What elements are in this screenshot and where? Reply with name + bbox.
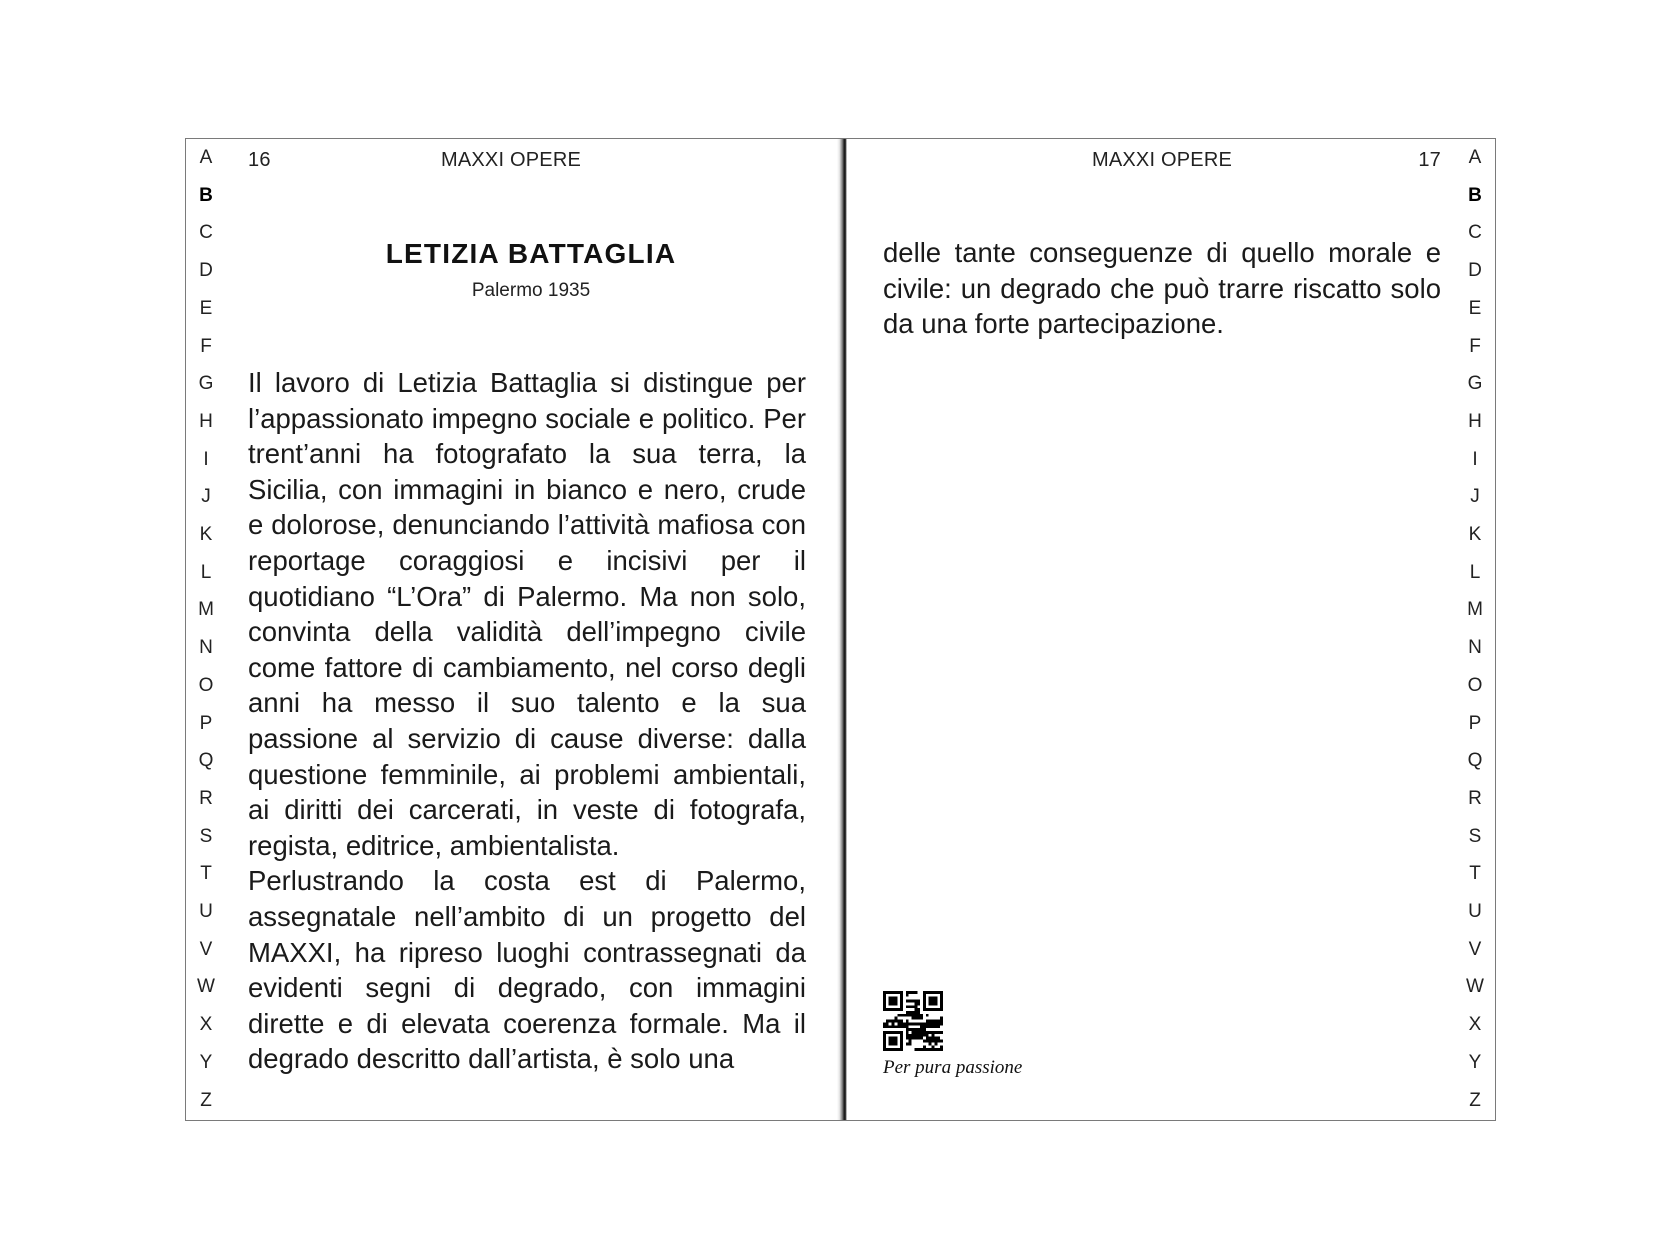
alphabet-tab-h[interactable]: H [1468,410,1482,432]
alphabet-tab-w[interactable]: W [197,976,215,998]
alphabet-tab-o[interactable]: O [1467,674,1483,696]
qr-caption: Per pura passione [883,1057,1023,1078]
alphabet-tab-k[interactable]: K [199,524,213,545]
alphabet-tab-y[interactable]: Y [1468,1051,1482,1073]
alphabet-tab-d[interactable]: D [199,260,213,282]
alphabet-tab-x[interactable]: X [1468,1014,1482,1036]
alphabet-tab-q[interactable]: Q [198,750,214,772]
alphabet-tab-p[interactable]: P [1468,712,1482,734]
paragraph: Il lavoro di Letizia Battaglia si distingue per l’appassionato impegno sociale e politico. Per trent’anni ha fotografato la sua terra, la Sicilia, con immagini in bianco e nero, crude e dolorose, denunciando l’attività mafiosa con reportage coraggiosi e incisivi per il quotidiano “L’Ora” di Palermo. Ma non solo, convinta della validità dell’impegno civile come fattore di cambiamento, nel corso degli anni ha messo il suo talento e la sua passione al servizio di cause diverse: dalla questione femminile, ai problemi ambientali, ai diritti dei carcerati, in veste di fotografa, regista, editrice, ambientalista. [248,367,806,861]
alphabet-tab-m[interactable]: M [1467,599,1483,621]
alphabet-tab-q[interactable]: Q [1467,750,1483,772]
alphabet-tab-e[interactable]: E [199,297,213,319]
alphabet-tab-s[interactable]: S [199,825,213,847]
alphabet-tab-z[interactable]: Z [200,1089,212,1111]
alphabet-tab-c[interactable]: C [199,222,213,244]
alphabet-tab-z[interactable]: Z [1469,1089,1481,1111]
alphabet-tab-i[interactable]: I [203,448,209,470]
alphabet-tab-b[interactable]: B [1468,184,1482,206]
alphabet-tab-u[interactable]: U [1468,901,1482,922]
alphabet-tab-g[interactable]: G [198,373,214,395]
alphabet-tab-n[interactable]: N [199,637,213,659]
artist-birthplace-year: Palermo 1935 [471,280,591,301]
artist-name: LETIZIA BATTAGLIA [385,238,677,269]
alphabet-tab-h[interactable]: H [199,410,213,432]
running-head: MAXXI OPERE [440,149,581,171]
right-page [847,139,1495,1120]
alphabet-tab-r[interactable]: R [1468,787,1482,809]
book-gutter [837,139,847,1120]
alphabet-tab-t[interactable]: T [1469,863,1481,885]
alphabet-tab-p[interactable]: P [199,712,213,734]
alphabet-tab-j[interactable]: J [201,486,211,508]
alphabet-tab-d[interactable]: D [1468,260,1482,282]
alphabet-tab-n[interactable]: N [1468,637,1482,659]
alphabet-tab-g[interactable]: G [1467,373,1483,395]
left-page [186,139,837,1120]
alphabet-tab-f[interactable]: F [1469,335,1481,357]
body-text [248,365,806,1077]
running-head: MAXXI OPERE [1091,149,1232,171]
alphabet-tab-k[interactable]: K [1468,524,1482,545]
page-number: 17 [1418,149,1441,171]
paragraph: delle tante conseguenze di quello morale e civile: un degrado che può trarre riscatto solo da una forte partecipazione. [883,237,1441,340]
alphabet-tab-v[interactable]: V [199,938,213,960]
alphabet-tab-f[interactable]: F [200,335,212,357]
alphabet-tab-y[interactable]: Y [199,1051,213,1073]
alphabet-tab-o[interactable]: O [198,674,214,696]
alphabet-tab-s[interactable]: S [1468,825,1482,847]
alphabet-tab-t[interactable]: T [200,863,212,885]
alphabet-tab-r[interactable]: R [199,787,213,809]
qr-code-icon[interactable] [883,991,943,1051]
alphabet-tab-j[interactable]: J [1470,486,1480,508]
book-spread [185,138,1496,1121]
alphabet-tab-l[interactable]: L [1469,561,1481,583]
alphabet-tab-w[interactable]: W [1466,976,1484,998]
body-text [883,235,1441,342]
alphabet-tab-a[interactable]: A [1468,147,1482,168]
page-number: 16 [248,149,271,171]
alphabet-tab-e[interactable]: E [1468,297,1482,319]
alphabet-tab-x[interactable]: X [199,1014,213,1036]
alphabet-tab-l[interactable]: L [200,561,212,583]
alphabet-tab-b[interactable]: B [199,184,213,206]
alphabet-tab-i[interactable]: I [1472,448,1478,470]
alphabet-tab-v[interactable]: V [1468,938,1482,960]
alphabet-tab-u[interactable]: U [199,901,213,922]
paragraph: Perlustrando la costa est di Palermo, assegnatale nell’ambito di un progetto del MAXXI, ha ripreso luoghi contrassegnati da evidenti segni di degrado, con immagini dirette e di elevata coerenza formale. Ma il degrado descritto dall’artista, è solo una [248,865,806,1075]
alphabet-tab-c[interactable]: C [1468,222,1482,244]
alphabet-tab-m[interactable]: M [198,599,214,621]
alphabet-tab-a[interactable]: A [199,147,213,168]
